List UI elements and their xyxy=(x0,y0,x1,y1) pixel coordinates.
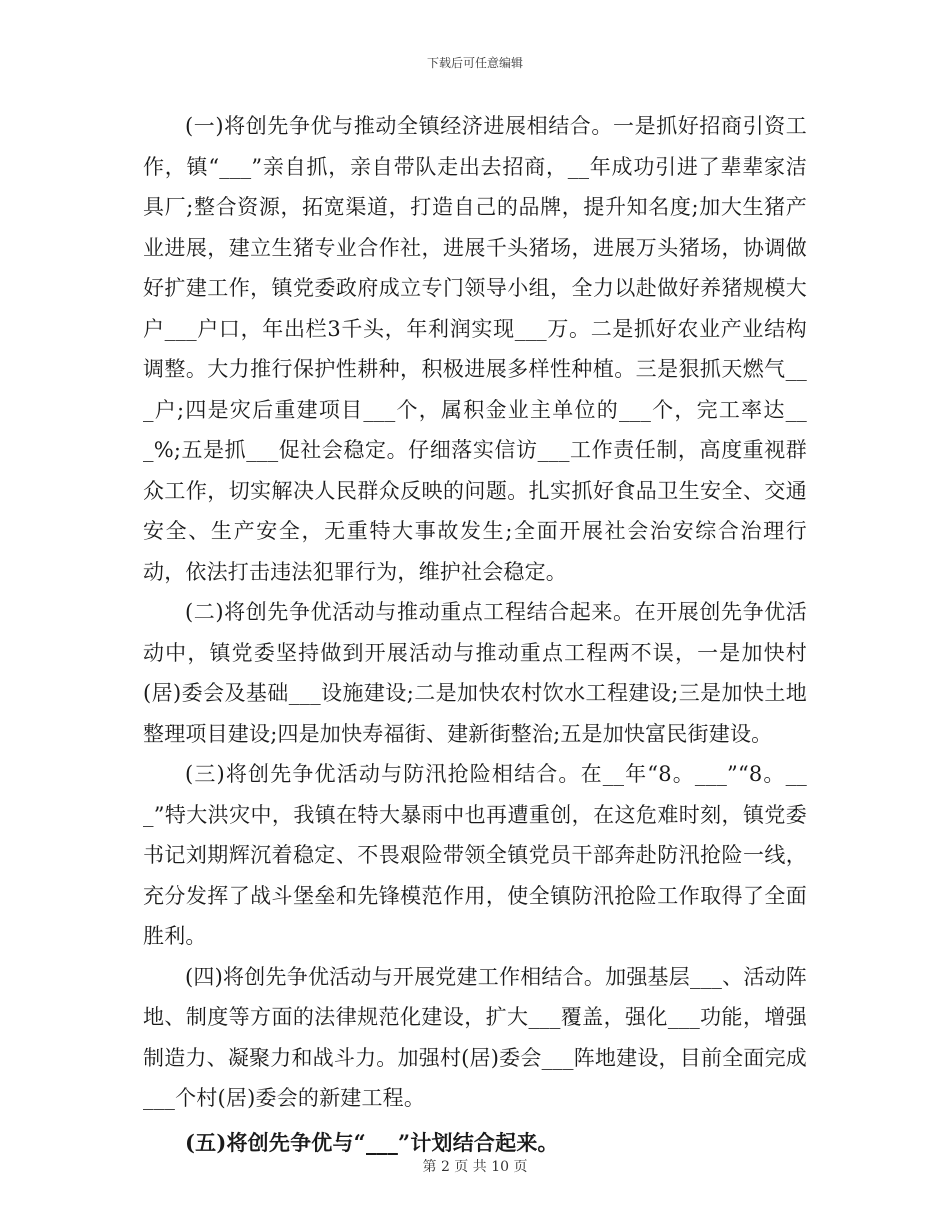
paragraph-1: (一)将创先争优与推动全镇经济进展相结合。一是抓好招商引资工作，镇“___”亲自抓，亲自带队走出去招商，__年成功引进了辈辈家洁具厂;整合资源，拓宽渠道，打造自己的品牌，提升知名度;加大生猪产业进展，建立生猪专业合作社，进展千头猪场，进展万头猪场，协调做好扩建工作，镇党委政府成立专门领导小组，全力以赴做好养猪规模大户___户口，年出栏3千头，年利润实现___万。二是抓好农业产业结构调整。大力推行保护性耕种，积极进展多样性种植。三是狠抓天燃气___户;四是灾后重建项目___个，属积金业主单位的___个，完工率达___%;五是抓___促社会稳定。仔细落实信访___工作责任制，高度重视群众工作，切实解决人民群众反映的问题。扎实抓好食品卫生安全、交通安全、生产安全，无重特大事故发生;全面开展社会治安综合治理行动，依法打击违法犯罪行为，维护社会稳定。 xyxy=(143,114,807,584)
page-footer: 第 2 页 共 10 页 xyxy=(422,1159,528,1175)
paragraph-3: (三)将创先争优活动与防汛抢险相结合。在__年“8。___”“8。___”特大洪灾中，我镇在特大暴雨中也再遭重创，在这危难时刻，镇党委书记刘期辉沉着稳定、不畏艰险带领全镇党员干部奔赴防汛抢险一线，充分发挥了战斗堡垒和先锋模范作用，使全镇防汛抢险工作取得了全面胜利。 xyxy=(143,762,807,948)
paragraph-5-heading: (五)将创先争优与“___”计划结合起来。 xyxy=(185,1129,559,1155)
paragraph-2: (二)将创先争优活动与推动重点工程结合起来。在开展创先争优活动中，镇党委坚持做到开展活动与推动重点工程两不误，一是加快村(居)委会及基础___设施建设;二是加快农村饮水工程建设;三是加快土地整理项目建设;四是加快寿福街、建新街整治;五是加快富民街建设。 xyxy=(143,600,807,746)
document-body xyxy=(143,106,807,1163)
paragraph-4: (四)将创先争优活动与开展党建工作相结合。加强基层___、活动阵地、制度等方面的法律规范化建设，扩大___覆盖，强化___功能，增强制造力、凝聚力和战斗力。加强村(居)委会___阵地建设，目前全面完成___个村(居)委会的新建工程。 xyxy=(143,964,807,1110)
page-header: 下载后可任意编辑 xyxy=(426,56,523,70)
